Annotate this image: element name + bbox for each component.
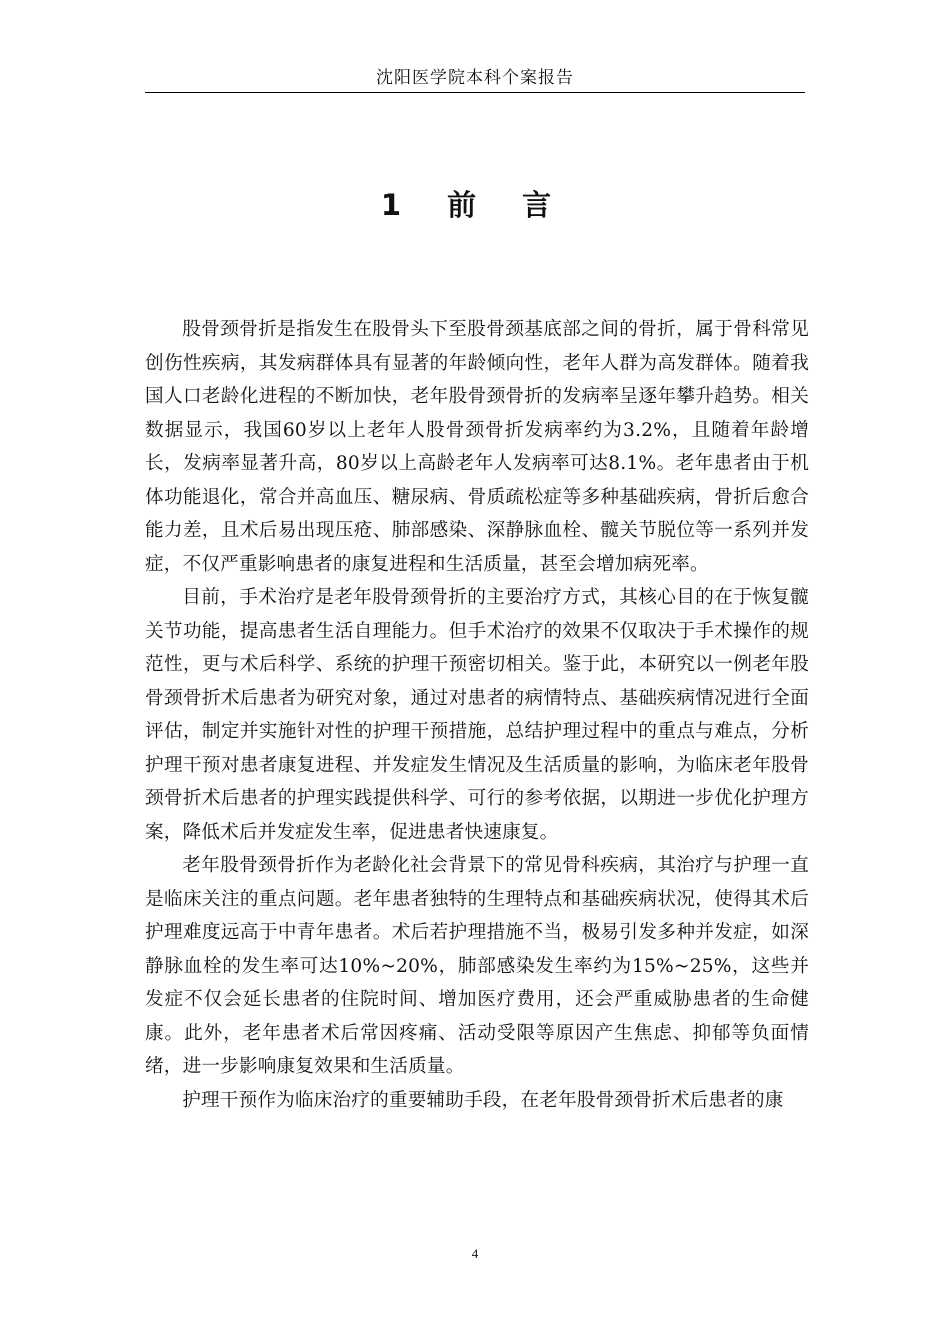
running-header: 沈阳医学院本科个案报告 (376, 68, 574, 88)
paragraph: 股骨颈骨折是指发生在股骨头下至股骨颈基底部之间的骨折，属于骨科常见创伤性疾病，其发病群体具有显著的年龄倾向性，老年人群为高发群体。随着我国人口老龄化进程的不断加快，老年股骨颈骨折的发病率呈逐年攀升趋势。相关数据显示，我国60岁以上老年人股骨颈骨折发病率约为3.2%，且随着年龄增长，发病率显著升高，80岁以上高龄老年人发病率可达8.1%。老年患者由于机体功能退化，常合并高血压、糖尿病、骨质疏松症等多种基础疾病，骨折后愈合能力差，且术后易出现压疮、肺部感染、深静脉血栓、髋关节脱位等一系列并发症，不仅严重影响患者的康复进程和生活质量，甚至会增加病死率。 (145, 319, 809, 575)
page-number: 4 (471, 1246, 479, 1261)
body-text (145, 313, 809, 1117)
section-title: 1 前 言 (380, 188, 570, 222)
header-divider (145, 92, 805, 93)
paragraph: 目前，手术治疗是老年股骨颈骨折的主要治疗方式，其核心目的在于恢复髋关节功能，提高患者生活自理能力。但手术治疗的效果不仅取决于手术操作的规范性，更与术后科学、系统的护理干预密切相关。鉴于此，本研究以一例老年股骨颈骨折术后患者为研究对象，通过对患者的病情特点、基础疾病情况进行全面评估，制定并实施针对性的护理干预措施，总结护理过程中的重点与难点，分析护理干预对患者康复进程、并发症发生情况及生活质量的影响，为临床老年股骨颈骨折术后患者的护理实践提供科学、可行的参考依据，以期进一步优化护理方案，降低术后并发症发生率，促进患者快速康复。 (145, 587, 809, 843)
paragraph: 护理干预作为临床治疗的重要辅助手段，在老年股骨颈骨折术后患者的康 (182, 1089, 784, 1111)
paragraph: 老年股骨颈骨折作为老龄化社会背景下的常见骨科疾病，其治疗与护理一直是临床关注的重点问题。老年患者独特的生理特点和基础疾病状况，使得其术后护理难度远高于中青年患者。术后若护理措施不当，极易引发多种并发症，如深静脉血栓的发生率可达10%~20%，肺部感染发生率约为15%~25%，这些并发症不仅会延长患者的住院时间、增加医疗费用，还会严重威胁患者的生命健康。此外，老年患者术后常因疼痛、活动受限等原因产生焦虑、抑郁等负面情绪，进一步影响康复效果和生活质量。 (145, 855, 809, 1077)
